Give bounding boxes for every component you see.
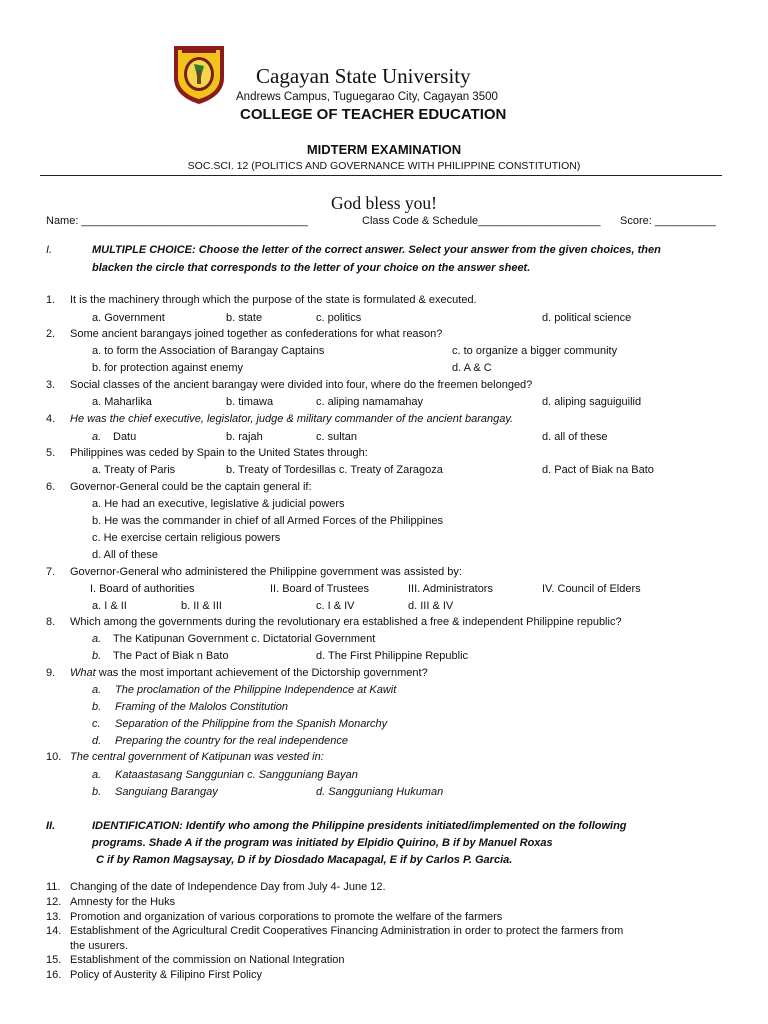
question-text: It is the machinery through which the purpose of the state is formulated & executed. xyxy=(70,294,477,306)
question-text: Social classes of the ancient barangay were divided into four, where do the freemen belonged? xyxy=(70,379,533,391)
item-text-continued: the usurers. xyxy=(70,940,129,952)
choice-d: d. Sangguniang Hukuman xyxy=(316,786,444,798)
choice-a: Datu xyxy=(113,431,137,443)
choice-d: d. III & IV xyxy=(408,600,454,612)
choice-ac: Kataastasang Sanggunian c. Sangguniang Bayan xyxy=(115,769,358,781)
question-text xyxy=(70,666,428,680)
question-text: Governor-General who administered the Philippine government was assisted by: xyxy=(70,566,462,578)
choice-a: a. to form the Association of Barangay Captains xyxy=(92,345,325,357)
question-text: He was the chief executive, legislator, judge & military commander of the ancient barangay. xyxy=(70,413,514,425)
choice-d: d. The First Philippine Republic xyxy=(316,650,469,662)
choice-a: a. I & II xyxy=(92,600,127,612)
choice-a-letter: a. xyxy=(92,633,102,645)
choice-ac: The Katipunan Government c. Dictatorial Government xyxy=(113,633,376,645)
choice-b: b. rajah xyxy=(226,431,263,443)
part1-instruction-line2: blacken the circle that corresponds to the letter of your choice on the answer sheet. xyxy=(92,262,531,274)
item-number: 13. xyxy=(46,911,62,923)
choice-c: c. politics xyxy=(316,312,362,324)
choice-a: a. He had an executive, legislative & judicial powers xyxy=(92,498,345,510)
question-number: 1. xyxy=(46,294,56,306)
question-text: Which among the governments during the revolutionary era established a free & independent Philippine republic? xyxy=(70,616,622,628)
choice-a-letter: a. xyxy=(92,769,102,781)
choice-b: The Pact of Biak n Bato xyxy=(113,650,229,662)
question-number: 9. xyxy=(46,667,56,679)
choice-a-letter: a. xyxy=(92,431,102,443)
choice-b: b. II & III xyxy=(181,600,222,612)
question-number: 3. xyxy=(46,379,56,391)
question-text: Some ancient barangays joined together as confederations for what reason? xyxy=(70,328,443,340)
choice-a-letter: a. xyxy=(92,684,102,696)
part2-numeral: II. xyxy=(46,820,56,832)
choice-a: a. Treaty of Paris xyxy=(92,464,176,476)
choice-c: c. aliping namamahay xyxy=(316,396,424,408)
question-number: 10. xyxy=(46,751,62,763)
question-text-rest: was the most important achievement of the Dictorship government? xyxy=(95,667,428,679)
choice-c: c. to organize a bigger community xyxy=(452,345,618,357)
item-number: 16. xyxy=(46,969,62,981)
choice-b: Sanguiang Barangay xyxy=(115,786,218,798)
question-text: Philippines was ceded by Spain to the United States through: xyxy=(70,447,368,459)
choice-d: d. political science xyxy=(542,312,632,324)
choice-c: c. He exercise certain religious powers xyxy=(92,532,281,544)
item-text: Changing of the date of Independence Day from July 4- June 12. xyxy=(70,881,386,893)
choice-bc: b. Treaty of Tordesillas c. Treaty of Zaragoza xyxy=(226,464,443,476)
choice-b: b. He was the commander in chief of all Armed Forces of the Philippines xyxy=(92,515,443,527)
question-number: 5. xyxy=(46,447,56,459)
name-field[interactable]: Name: _____________________________________ xyxy=(46,215,308,227)
part2-instruction-line3: C if by Ramon Magsaysay, D if by Diosdado Macapagal, E if by Carlos P. Garcia. xyxy=(96,854,513,866)
choice-c: c. I & IV xyxy=(316,600,355,612)
roman-option-3: III. Administrators xyxy=(408,583,493,595)
choice-d: d. A & C xyxy=(452,362,492,374)
question-text: The central government of Katipunan was vested in: xyxy=(70,751,324,763)
item-number: 11. xyxy=(46,881,61,893)
question-number: 7. xyxy=(46,566,56,578)
choice-d-letter: d. xyxy=(92,735,102,747)
choice-c: c. sultan xyxy=(316,431,357,443)
item-number: 15. xyxy=(46,954,62,966)
roman-option-1: I. Board of authorities xyxy=(90,583,195,595)
item-text: Policy of Austerity & Filipino First Policy xyxy=(70,969,262,981)
exam-title: MIDTERM EXAMINATION xyxy=(306,142,462,157)
choice-b: b. timawa xyxy=(226,396,274,408)
item-text: Establishment of the Agricultural Credit Cooperatives Financing Administration in order to protect the farmers from xyxy=(70,925,624,937)
item-number: 12. xyxy=(46,896,62,908)
question-text: Governor-General could be the captain general if: xyxy=(70,481,312,493)
choice-b: b. for protection against enemy xyxy=(92,362,244,374)
item-text: Amnesty for the Huks xyxy=(70,896,176,908)
choice-a: The proclamation of the Philippine Independence at Kawit xyxy=(115,684,397,696)
choice-d: d. all of these xyxy=(542,431,608,443)
student-fields xyxy=(46,215,726,231)
course-title: SOC.SCI. 12 (POLITICS AND GOVERNANCE WITH PHILIPPINE CONSTITUTION) xyxy=(187,160,581,172)
question-text-lead: What xyxy=(70,667,96,679)
score-field[interactable]: Score: __________ xyxy=(620,215,717,227)
part1-instruction-line1: MULTIPLE CHOICE: Choose the letter of the correct answer. Select your answer from the given choices, then xyxy=(92,244,661,256)
choice-d: d. All of these xyxy=(92,549,159,561)
choice-c: Separation of the Philippine from the Spanish Monarchy xyxy=(115,718,388,730)
item-text: Establishment of the commission on National Integration xyxy=(70,954,345,966)
item-number: 14. xyxy=(46,925,62,937)
campus-address: Andrews Campus, Tuguegarao City, Cagayan 3500 xyxy=(236,91,498,103)
question-number: 4. xyxy=(46,413,56,425)
part1-numeral: I. xyxy=(46,244,53,256)
choice-d: d. aliping saguiguilid xyxy=(542,396,642,408)
blessing-text: God bless you! xyxy=(331,193,437,213)
university-seal-icon xyxy=(172,44,226,106)
choice-c-letter: c. xyxy=(92,718,101,730)
choice-b: b. state xyxy=(226,312,263,324)
choice-a: a. Maharlika xyxy=(92,396,152,408)
choice-d: Preparing the country for the real independence xyxy=(115,735,348,747)
part2-instruction-line1: IDENTIFICATION: Identify who among the Philippine presidents initiated/implemented on the following xyxy=(92,820,627,832)
roman-option-4: IV. Council of Elders xyxy=(542,583,641,595)
choice-a: a. Government xyxy=(92,312,165,324)
choice-d: d. Pact of Biak na Bato xyxy=(542,464,654,476)
choice-b-letter: b. xyxy=(92,701,102,713)
question-number: 2. xyxy=(46,328,56,340)
question-number: 6. xyxy=(46,481,56,493)
roman-option-2: II. Board of Trustees xyxy=(270,583,370,595)
class-code-field[interactable]: Class Code & Schedule____________________ xyxy=(362,215,601,227)
header-divider xyxy=(40,175,722,176)
choice-b-letter: b. xyxy=(92,786,102,798)
choice-b-letter: b. xyxy=(92,650,102,662)
choice-b: Framing of the Malolos Constitution xyxy=(115,701,289,713)
item-text: Promotion and organization of various corporations to promote the welfare of the farmers xyxy=(70,911,503,923)
university-name: Cagayan State University xyxy=(256,64,471,88)
part2-instruction-line2: programs. Shade A if the program was initiated by Elpidio Quirino, B if by Manuel Roxas xyxy=(92,837,553,849)
college-name: COLLEGE OF TEACHER EDUCATION xyxy=(240,106,507,123)
question-number: 8. xyxy=(46,616,56,628)
